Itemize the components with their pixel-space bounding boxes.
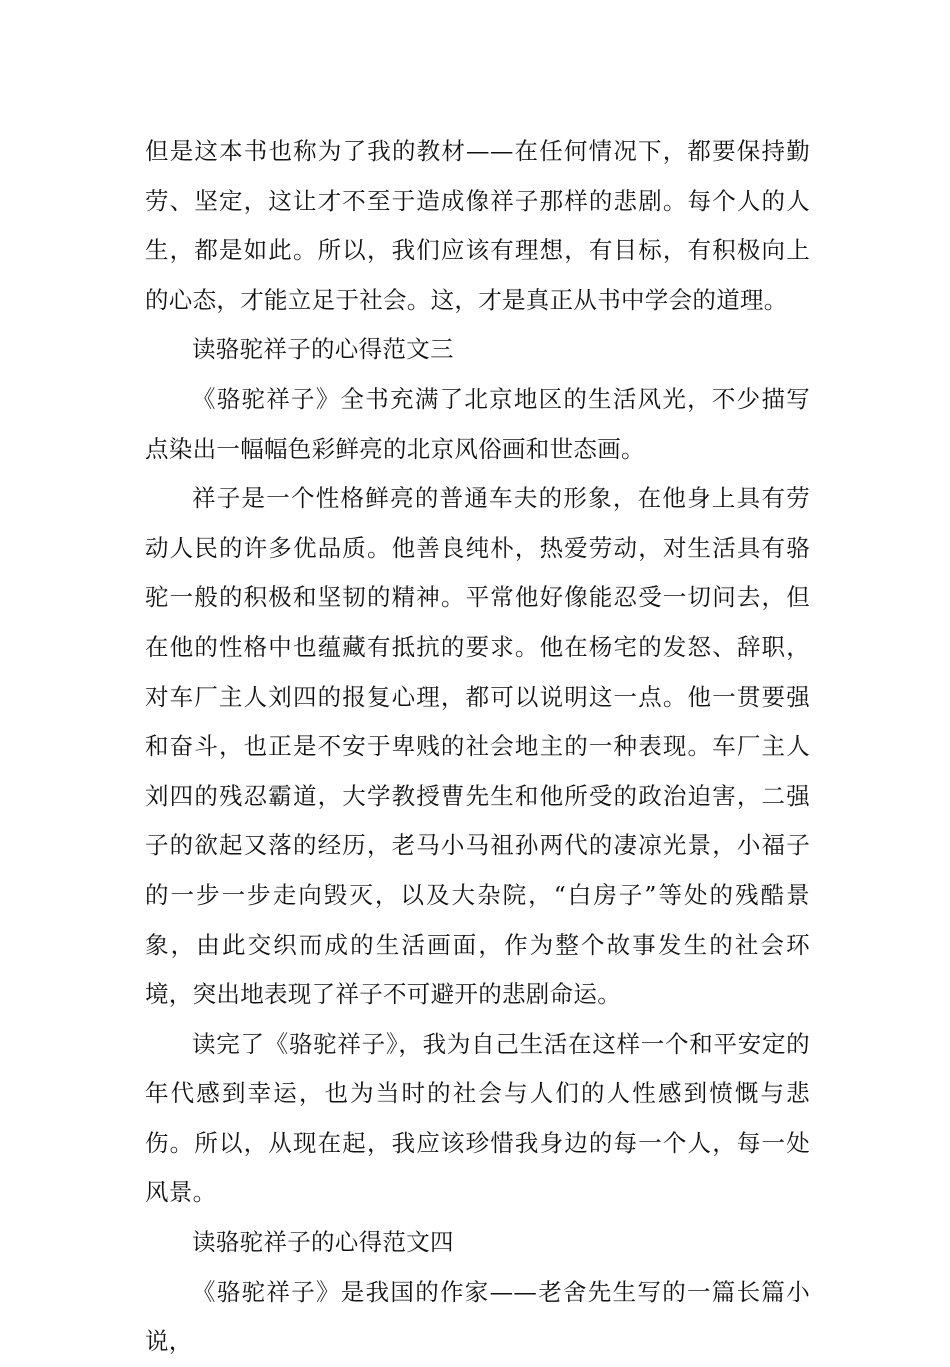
paragraph-intro-4: 《骆驼祥子》是我国的作家——老舍先生写的一篇长篇小说，	[145, 1277, 810, 1356]
paragraph-intro-3: 《骆驼祥子》全书充满了北京地区的生活风光，不少描写点染出一幅幅色彩鲜亮的北京风俗画和世态画。	[145, 384, 810, 463]
section-heading-3: 读骆驼祥子的心得范文三	[192, 335, 454, 364]
paragraph-reflection: 读完了《骆驼祥子》，我为自己生活在这样一个和平安定的年代感到幸运，也为当时的社会与人们的人性感到愤慨与悲伤。所以，从现在起，我应该珍惜我身边的每一个人，每一处风景。	[145, 1029, 810, 1207]
paragraph-character-analysis: 祥子是一个性格鲜亮的普通车夫的形象，在他身上具有劳动人民的许多优品质。他善良纯朴，热爱劳动，对生活具有骆驼一般的积极和坚韧的精神。平常他好像能忍受一切问去，但在他的性格中也蕴藏有抵抗的要求。他在杨宅的发怒、辞职，对车厂主人刘四的报复心理，都可以说明这一点。他一贯要强和奋斗，也正是不安于卑贱的社会地主的一种表现。车厂主人刘四的残忍霸道，大学教授曹先生和他所受的政治迫害，二强子的欲起又落的经历，老马小马祖孙两代的凄凉光景，小福子的一步一步走向毁灭，以及大杂院，“白房子”等处的残酷景象，由此交织而成的生活画面，作为整个故事发生的社会环境，突出地表现了祥子不可避开的悲剧命运。	[145, 484, 810, 1009]
section-heading-4: 读骆驼祥子的心得范文四	[192, 1228, 454, 1257]
paragraph-conclusion: 但是这本书也称为了我的教材——在任何情况下，都要保持勤劳、坚定，这让才不至于造成像祥子那样的悲剧。每个人的人生，都是如此。所以，我们应该有理想，有目标，有积极向上的心态，才能立足于社会。这，才是真正从书中学会的道理。	[145, 137, 810, 314]
document-body	[145, 127, 810, 1367]
